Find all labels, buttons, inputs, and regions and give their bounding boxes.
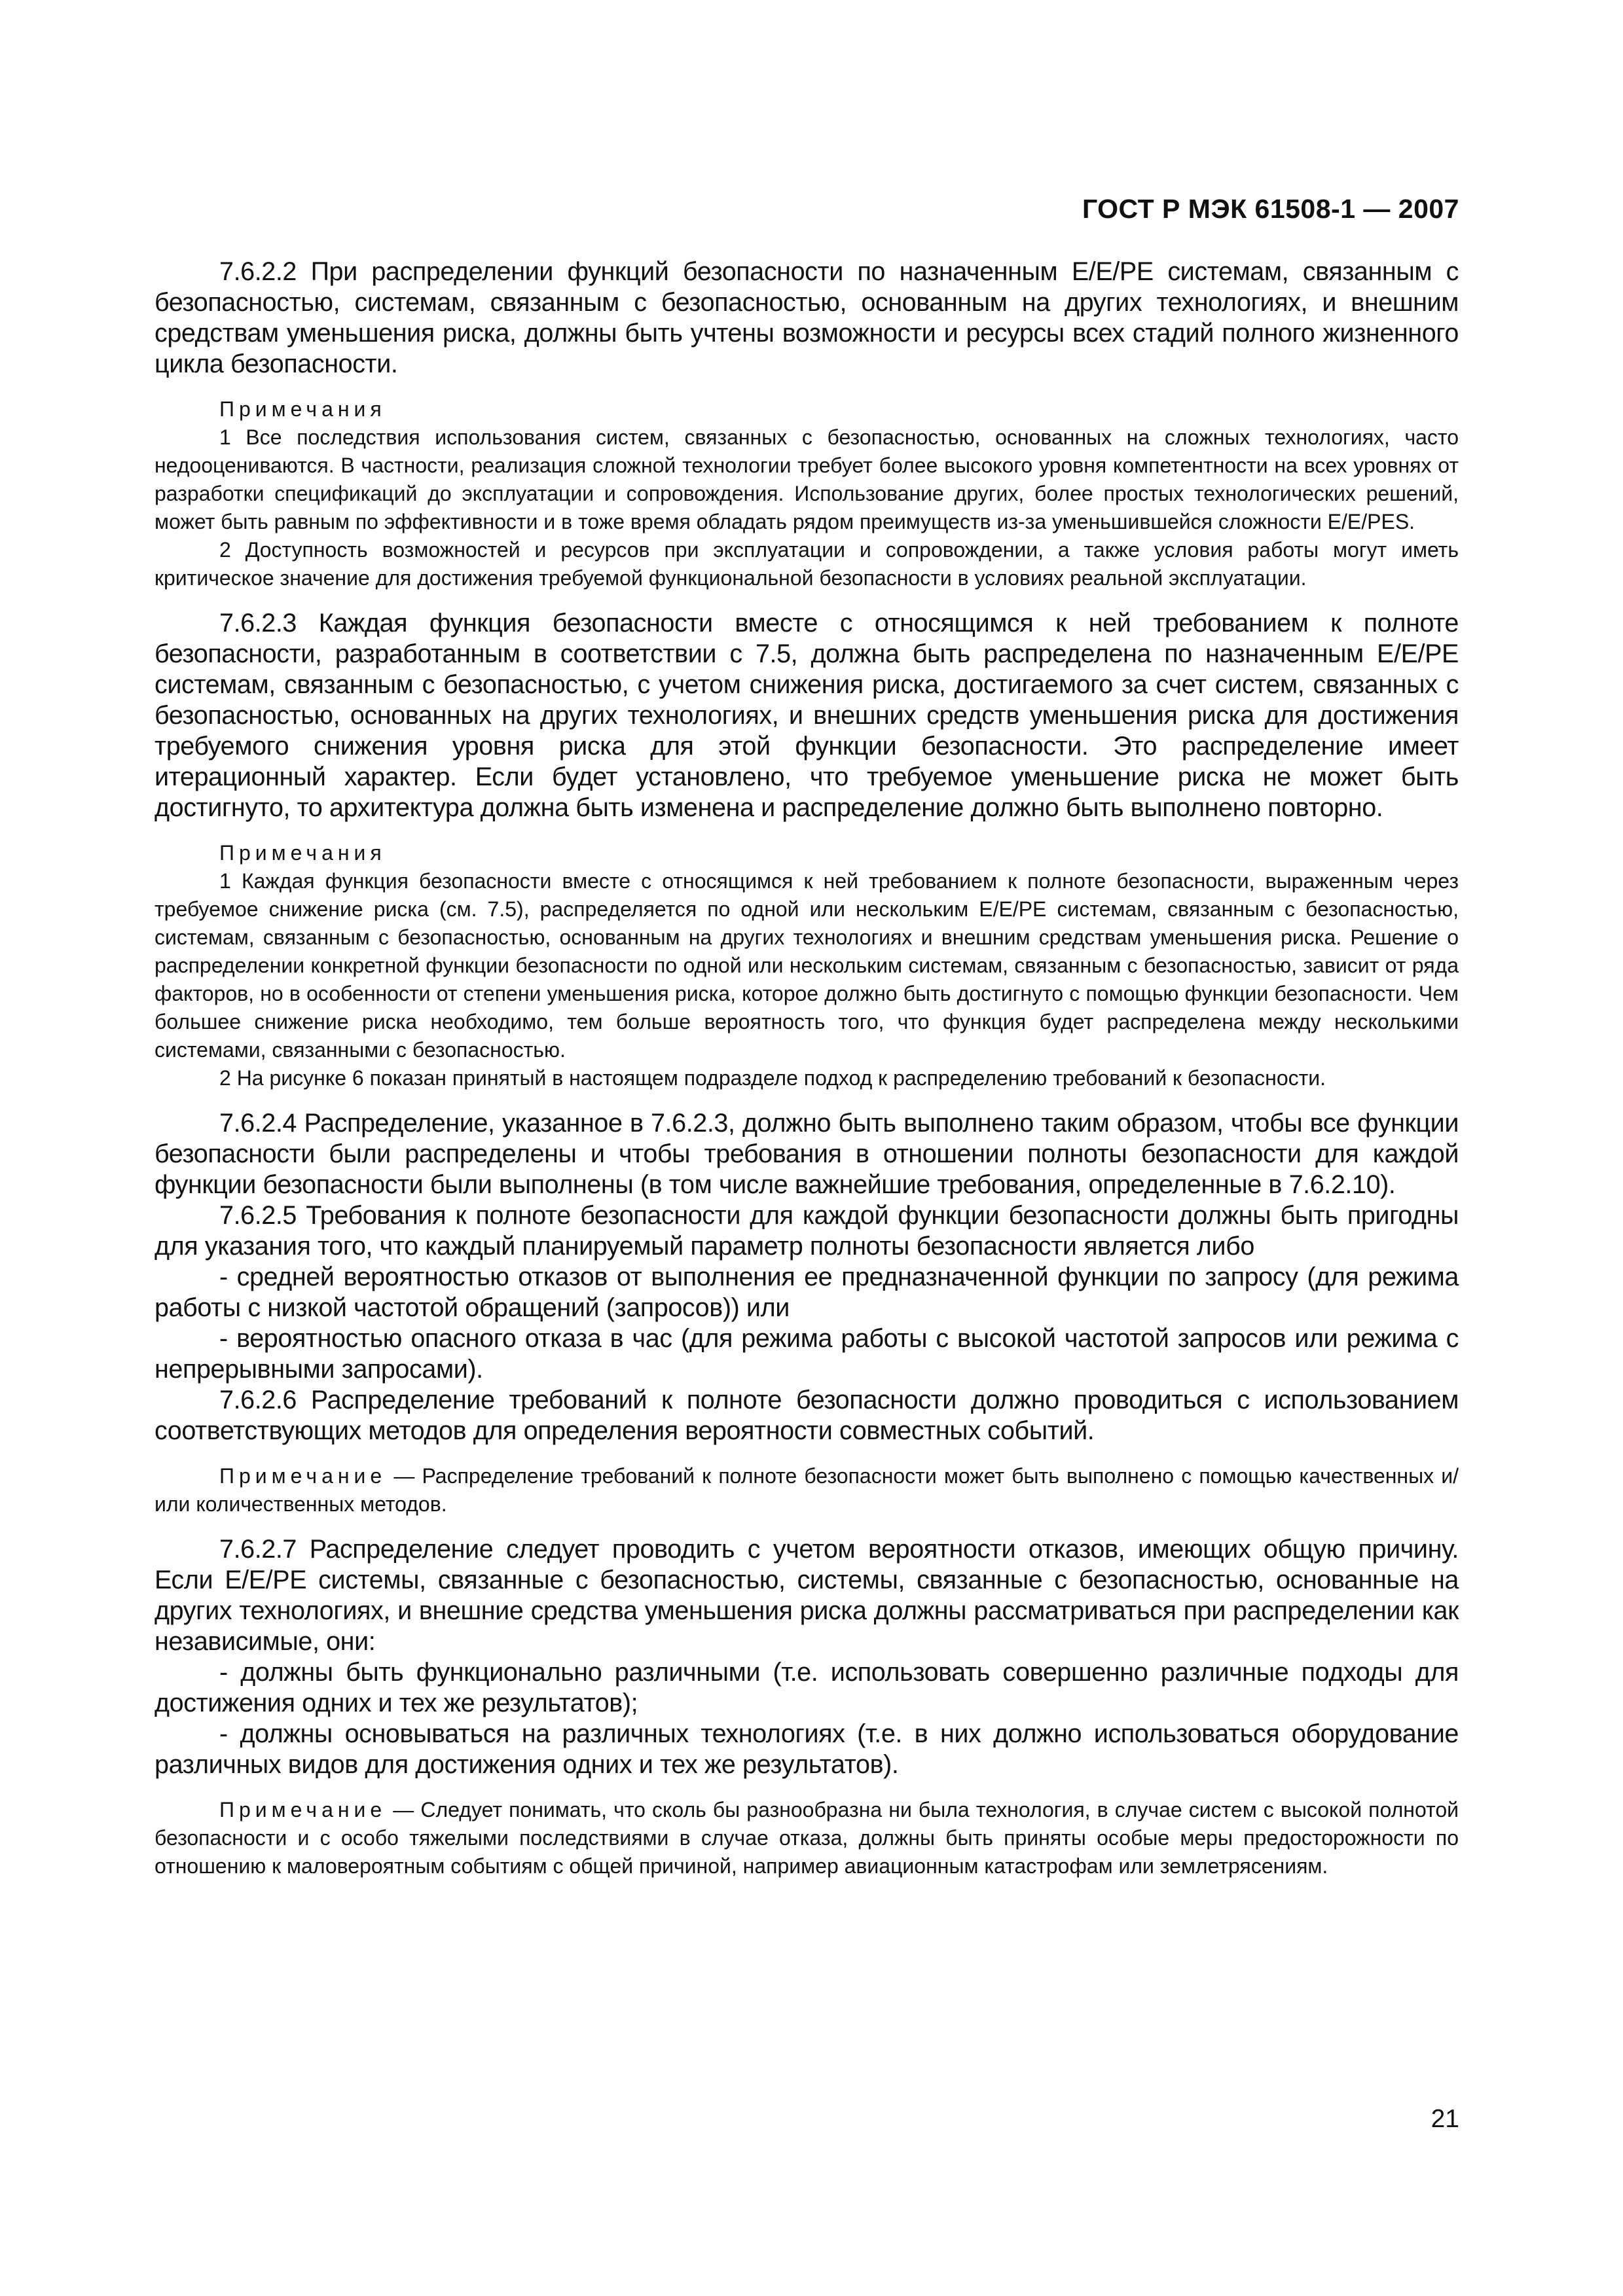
note-label: Примечание	[219, 1464, 387, 1488]
note-item: 1 Каждая функция безопасности вместе с относящимся к ней требованием к полноте безопасности, выраженным через требуемое снижение риска (см. 7.5), распределяется по одной или нескольким E/E/PE системам, связанным с безопасностью, системам, связанным с безопасностью, основанным на других технологиях и внешним средствам уменьшения риска. Решение о распределении конкретной функции безопасности по одной или нескольким системам, связанным с безопасностью, зависит от ряда факторов, но в особенности от степени уменьшения риска, которое должно быть достигнуто с помощью функции безопасности. Чем большее снижение риска необходимо, тем больше вероятность того, что функция будет распределена между несколькими системами, связанными с безопасностью.	[155, 869, 1459, 1062]
note-text: — Распределение требований к полноте безопасности может быть выполнено с помощью качественных и/или количественных методов.	[155, 1464, 1459, 1516]
note-item: 2 Доступность возможностей и ресурсов при эксплуатации и сопровождении, а также условия работы могут иметь критическое значение для достижения требуемой функциональной безопасности в условиях реальной эксплуатации.	[155, 538, 1459, 590]
note-label: Примечание	[219, 1798, 387, 1821]
notes-heading: Примечания	[219, 397, 386, 421]
clause-7-6-2-3: 7.6.2.3 Каждая функция безопасности вместе с относящимся к ней требованием к полноте безопасности, разработанным в соответствии с 7.5, должна быть распределена по назначенным E/E/PE системам, связанным с безопасностью, с учетом снижения риска, достигаемого за счет систем, связанных с безопасностью, основанных на других технологиях, и внешних средств уменьшения риска для достижения требуемого снижения уровня риска для этой функции безопасности. Это распределение имеет итерационный характер. Если будет установлено, что требуемое уменьшение риска не может быть достигнуто, то архитектура должна быть изменена и распределение должно быть выполнено повторно.	[155, 609, 1459, 822]
notes-heading: Примечания	[219, 841, 386, 865]
list-item: - должны быть функционально различными (т.е. использовать совершенно различные подходы для достижения одних и тех же результатов);	[155, 1658, 1459, 1717]
note-item: 1 Все последствия использования систем, связанных с безопасностью, основанных на сложных технологиях, часто недооцениваются. В частности, реализация сложной технологии требует более высокого уровня компетентности на всех уровнях от разработки спецификаций до эксплуатации и сопровождения. Использование других, более простых технологических решений, может быть равным по эффективности и в тоже время обладать рядом преимуществ из-за уменьшившейся сложности E/E/PES.	[155, 425, 1459, 533]
document-header: ГОСТ Р МЭК 61508-1 — 2007	[1082, 194, 1459, 224]
list-item: - вероятностью опасного отказа в час (для режима работы с высокой частотой запросов или режима с непрерывными запросами).	[155, 1324, 1459, 1384]
list-item: - средней вероятностью отказов от выполнения ее предназначенной функции по запросу (для режима работы с низкой частотой обращений (запросов)) или	[155, 1263, 1459, 1322]
list-item: - должны основываться на различных технологиях (т.е. в них должно использоваться оборудование различных видов для достижения одних и тех же результатов).	[155, 1719, 1459, 1779]
clause-7-6-2-5: 7.6.2.5 Требования к полноте безопасности для каждой функции безопасности должны быть пригодны для указания того, что каждый планируемый параметр полноты безопасности является либо	[155, 1201, 1459, 1261]
page-number: 21	[1431, 2105, 1459, 2133]
clause-7-6-2-2: 7.6.2.2 При распределении функций безопасности по назначенным E/E/PE системам, связанным с безопасностью, системам, связанным с безопасностью, основанным на других технологиях, и внешним средствам уменьшения риска, должны быть учтены возможности и ресурсы всех стадий полного жизненного цикла безопасности.	[155, 257, 1459, 378]
note-item: 2 На рисунке 6 показан принятый в настоящем подразделе подход к распределению требований к безопасности.	[219, 1066, 1326, 1090]
note-paragraph	[155, 1796, 1459, 1880]
clause-7-6-2-6: 7.6.2.6 Распределение требований к полноте безопасности должно проводиться с использованием соответствующих методов для определения вероятности совместных событий.	[155, 1386, 1459, 1445]
page-content	[155, 257, 1459, 1880]
clause-7-6-2-4: 7.6.2.4 Распределение, указанное в 7.6.2.3, должно быть выполнено таким образом, чтобы все функции безопасности были распределены и чтобы требования в отношении полноты безопасности для каждой функции безопасности были выполнены (в том числе важнейшие требования, определенные в 7.6.2.10).	[155, 1109, 1459, 1199]
clause-7-6-2-7: 7.6.2.7 Распределение следует проводить с учетом вероятности отказов, имеющих общую причину. Если E/E/PE системы, связанные с безопасностью, системы, связанные с безопасностью, основанные на других технологиях, и внешние средства уменьшения риска должны рассматриваться при распределении как независимые, они:	[155, 1535, 1459, 1656]
note-text: — Следует понимать, что сколь бы разнообразна ни была технология, в случае систем с высокой полнотой безопасности и с особо тяжелыми последствиями в случае отказа, должны быть приняты особые меры предосторожности по отношению к маловероятным событиям с общей причиной, например авиационным катастрофам или землетрясениям.	[155, 1798, 1459, 1878]
note-paragraph	[155, 1462, 1459, 1518]
